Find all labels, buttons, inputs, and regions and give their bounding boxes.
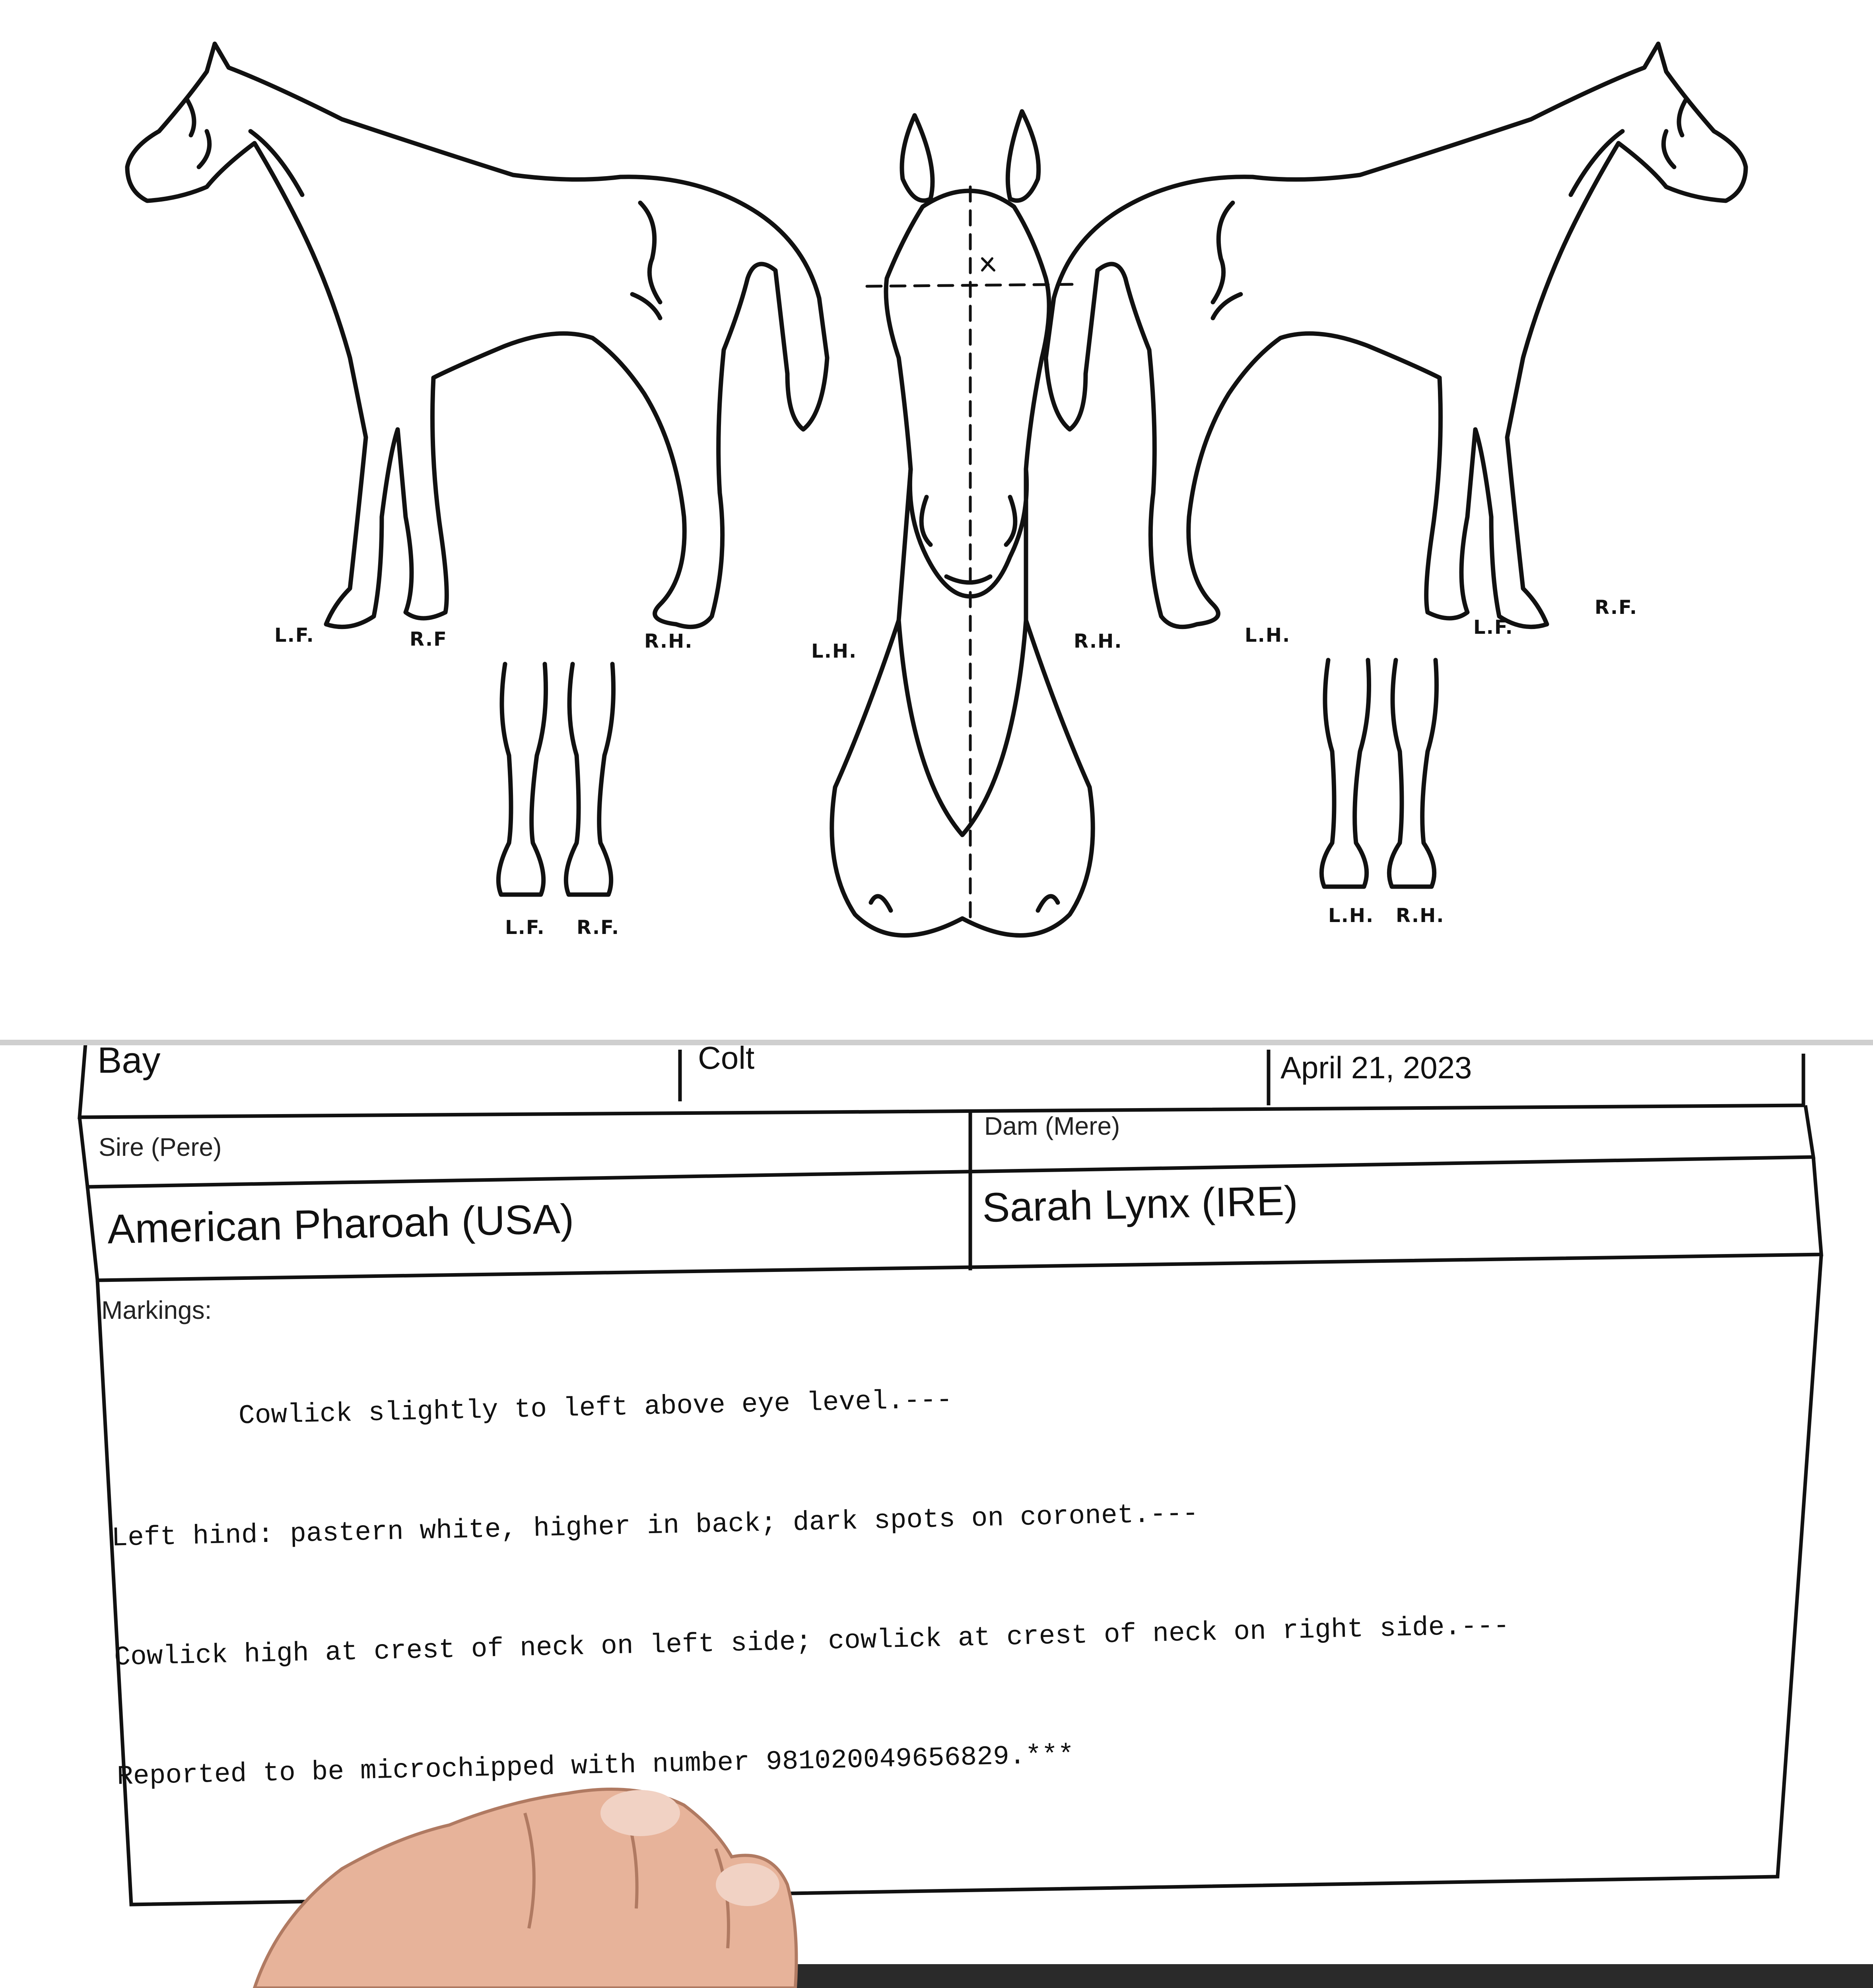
markings-description (107, 1288, 1514, 1837)
hind-leg-label-lh: L.H. (1328, 905, 1374, 927)
sire-label: Sire (Pere) (99, 1133, 222, 1161)
leg-label-lh: L.H. (811, 640, 857, 662)
leg-label-lf: L.F. (274, 624, 315, 646)
front-leg-label-lf: L.F. (505, 916, 545, 939)
dam-label: Dam (Mere) (984, 1112, 1120, 1140)
leg-label-lf-right: L.F. (1473, 616, 1514, 639)
markings-line: Left hind: pastern white, higher in back; dark spots on coronet.--- (111, 1498, 1199, 1554)
markings-line: Reported to be microchipped with number 981020049656829.*** (117, 1740, 1074, 1792)
sex-value: Colt (698, 1040, 755, 1076)
dam-value: Sarah Lynx (IRE) (981, 1178, 1298, 1231)
leg-label-rh-right: R.H. (1074, 630, 1123, 652)
leg-label-rh: R.H. (644, 630, 693, 652)
leg-label-lh-right: L.H. (1245, 624, 1291, 646)
hind-leg-label-rh: R.H. (1396, 905, 1445, 927)
color-value: Bay (97, 1040, 161, 1081)
foaling-date-value: April 21, 2023 (1280, 1050, 1472, 1085)
background-surface (795, 1964, 1873, 1988)
markings-label: Markings: (101, 1296, 212, 1324)
paper-fold-shadow (0, 1040, 1873, 1045)
markings-line: Cowlick slightly to left above eye level.--- (108, 1384, 953, 1435)
leg-label-rf-right: R.F. (1595, 596, 1638, 619)
leg-label-rf: R.F (410, 628, 447, 650)
markings-line: Cowlick high at crest of neck on left side; cowlick at crest of neck on right side.--- (114, 1611, 1510, 1673)
sire-value: American Pharoah (USA) (107, 1196, 575, 1253)
front-leg-label-rf: R.F. (577, 916, 620, 939)
